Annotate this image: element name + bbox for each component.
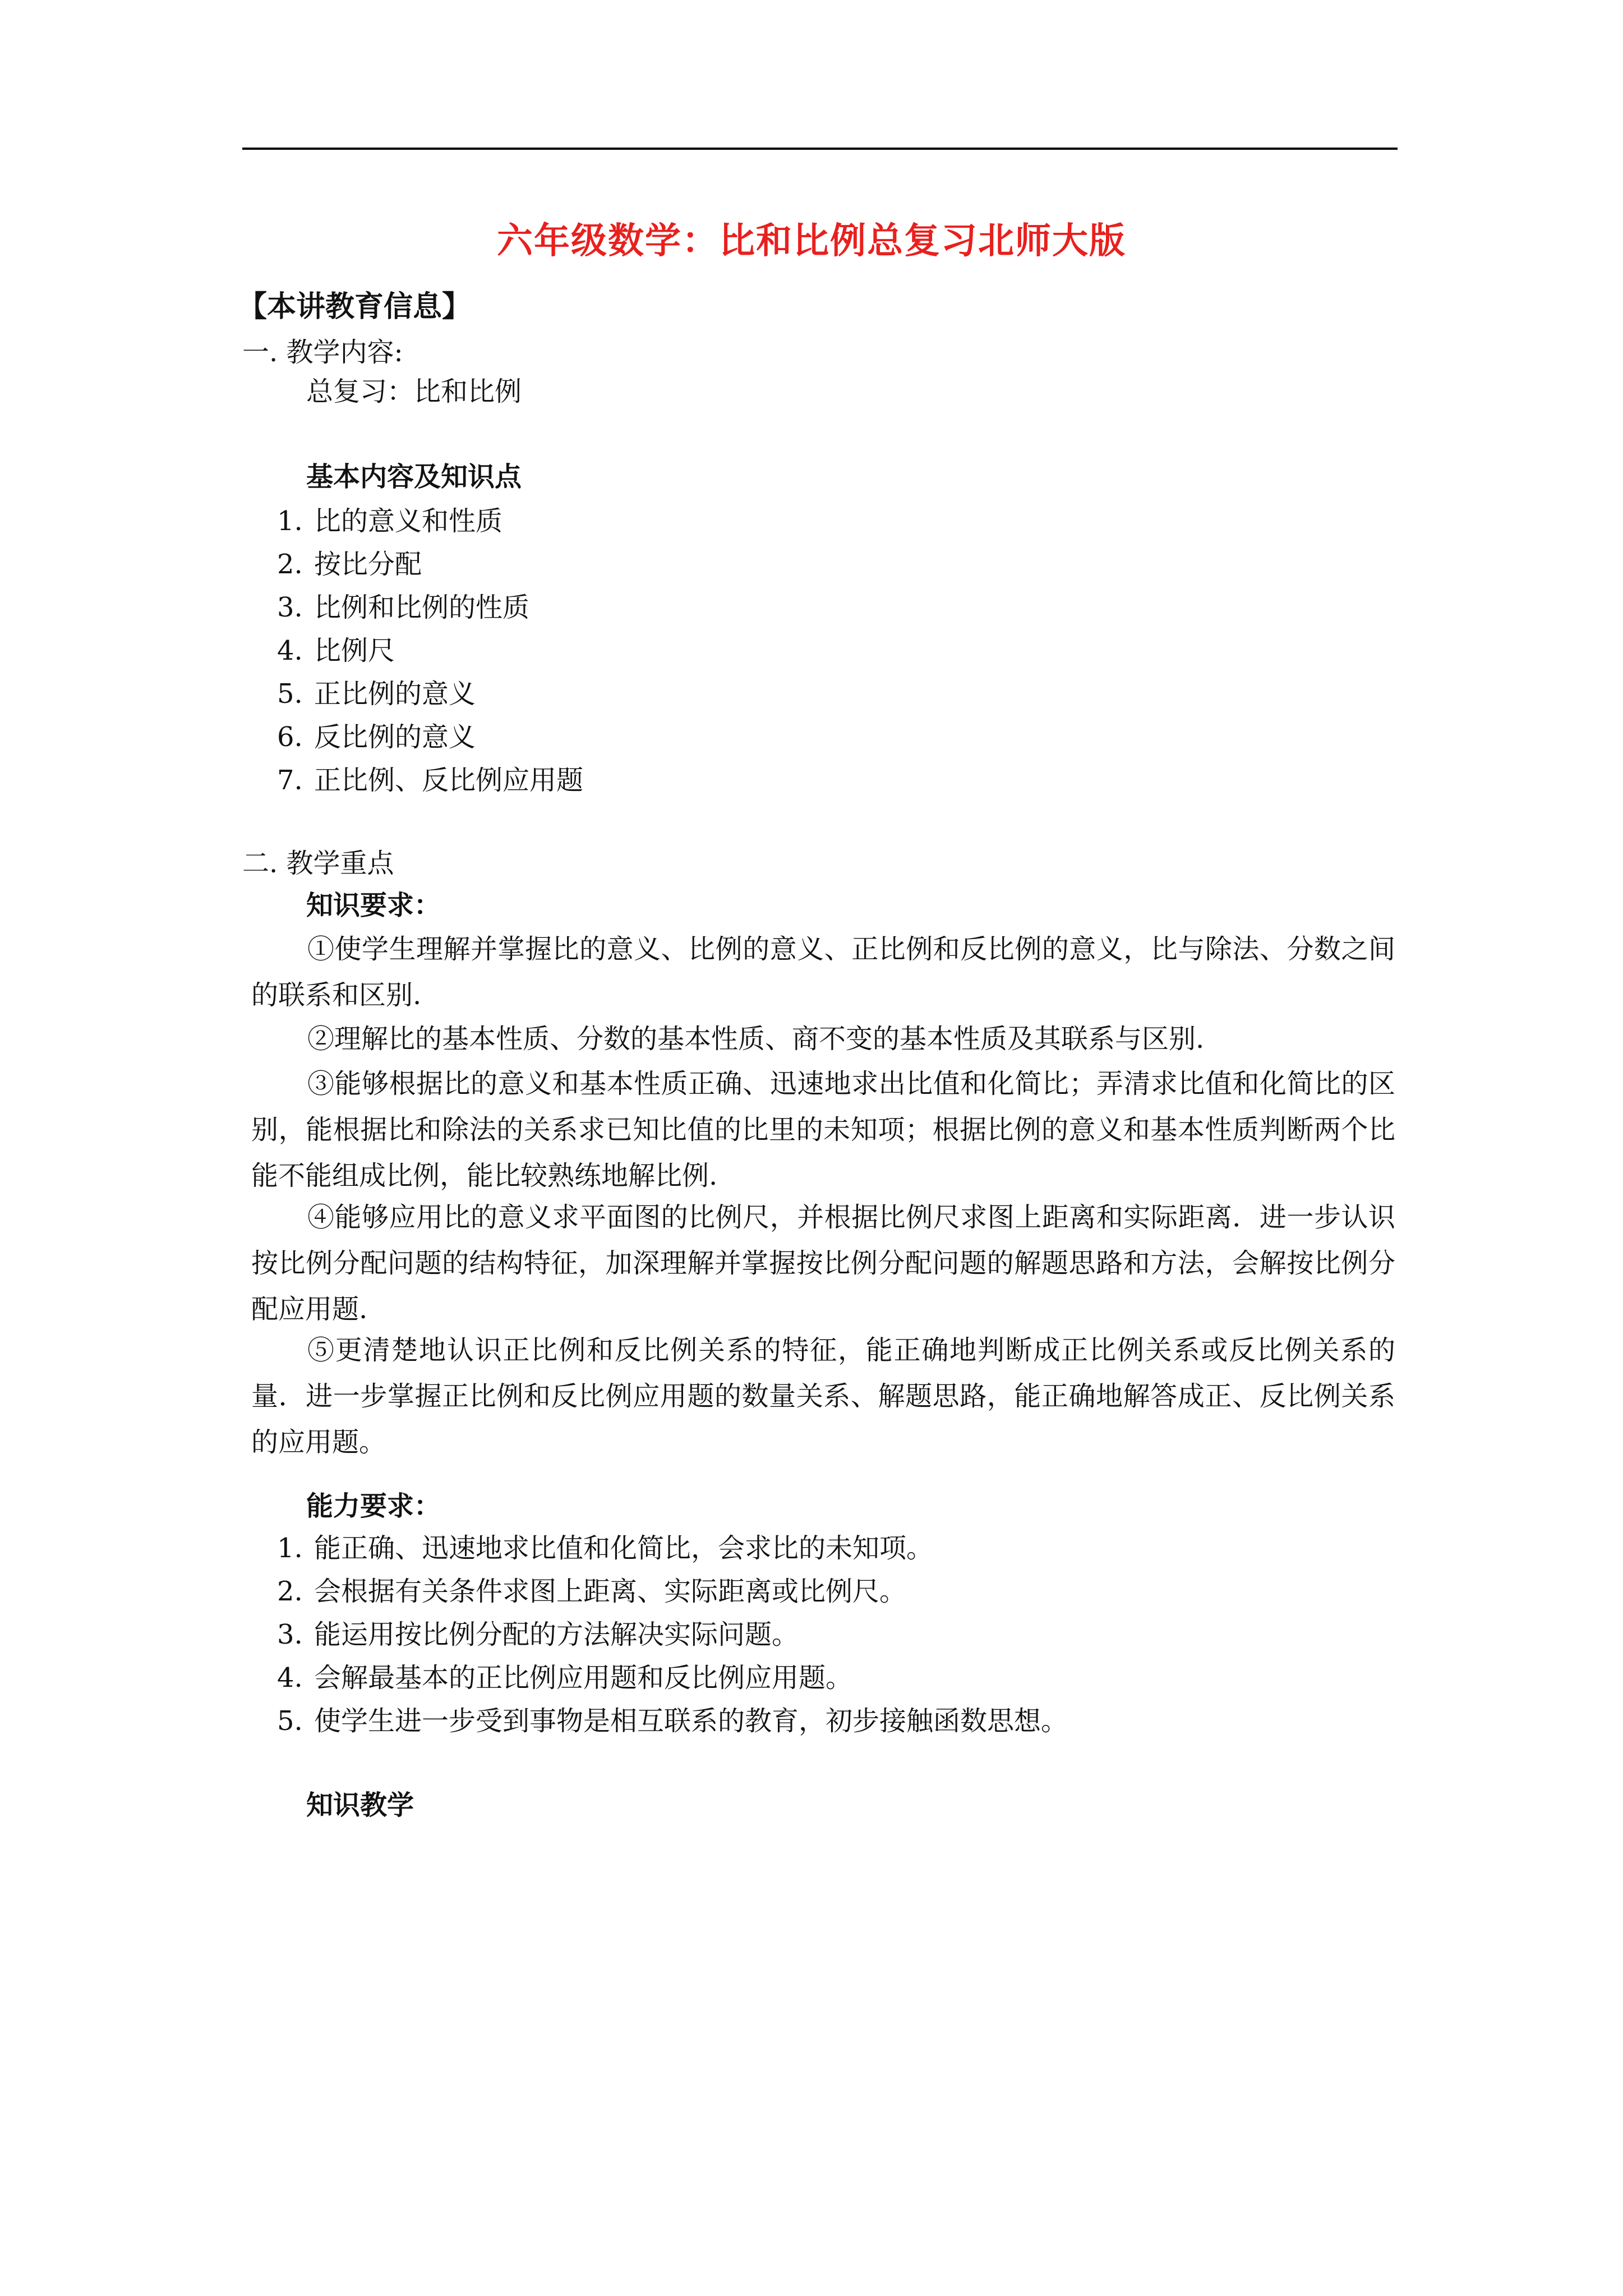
list-item: 4. 会解最基本的正比例应用题和反比例应用题。 xyxy=(277,1662,853,1694)
list-item: 6. 反比例的意义 xyxy=(277,721,476,753)
section2-heading: 二. 教学重点 xyxy=(242,848,394,879)
section1-heading: 一. 教学内容: xyxy=(242,337,403,368)
teaching-heading: 知识教学 xyxy=(306,1789,414,1821)
list-item: 5. 使学生进一步受到事物是相互联系的教育，初步接触函数思想。 xyxy=(277,1705,1068,1737)
section1-subtitle: 总复习：比和比例 xyxy=(306,376,522,407)
knowledge-paragraph-4: ④能够应用比的意义求平面图的比例尺，并根据比例尺求图上距离和实际距离．进一步认识按比例分配问题的结构特征，加深理解并掌握按比例分配问题的解题思路和方法，会解按比例分配应用题. xyxy=(251,1202,1395,1325)
points-heading: 基本内容及知识点 xyxy=(306,461,522,493)
knowledge-paragraph-2: ②理解比的基本性质、分数的基本性质、商不变的基本性质及其联系与区别. xyxy=(307,1023,1205,1055)
list-item: 1. 能正确、迅速地求比值和化简比，会求比的未知项。 xyxy=(277,1533,934,1564)
knowledge-heading: 知识要求： xyxy=(306,890,441,921)
document-title: 六年级数学：比和比例总复习北师大版 xyxy=(497,220,1126,262)
ability-heading: 能力要求： xyxy=(306,1490,441,1522)
points-list xyxy=(277,500,583,802)
header-rule xyxy=(242,148,1398,150)
list-item: 1. 比的意义和性质 xyxy=(277,505,503,537)
list-item: 2. 会根据有关条件求图上距离、实际距离或比例尺。 xyxy=(277,1576,907,1607)
knowledge-paragraph-5: ⑤更清楚地认识正比例和反比例关系的特征，能正确地判断成正比例关系或反比例关系的量．进一步掌握正比例和反比例应用题的数量关系、解题思路，能正确地解答成正、反比例关系的应用题。 xyxy=(251,1335,1395,1458)
list-item: 4. 比例尺 xyxy=(277,635,395,666)
list-item: 3. 能运用按比例分配的方法解决实际问题。 xyxy=(277,1619,799,1650)
list-item: 5. 正比例的意义 xyxy=(277,678,476,710)
knowledge-paragraph-3: ③能够根据比的意义和基本性质正确、迅速地求出比值和化简比；弄清求比值和化简比的区别，能根据比和除法的关系求已知比值的比里的未知项；根据比例的意义和基本性质判断两个比能不能组成比例，能比较熟练地解比例. xyxy=(251,1068,1395,1191)
list-item: 3. 比例和比例的性质 xyxy=(277,592,530,623)
info-header: 【本讲教育信息】 xyxy=(238,289,472,324)
knowledge-paragraph-1: ①使学生理解并掌握比的意义、比例的意义、正比例和反比例的意义，比与除法、分数之间的联系和区别. xyxy=(251,933,1395,1011)
list-item: 7. 正比例、反比例应用题 xyxy=(277,765,584,796)
ability-list xyxy=(277,1527,1068,1743)
list-item: 2. 按比分配 xyxy=(277,549,422,580)
